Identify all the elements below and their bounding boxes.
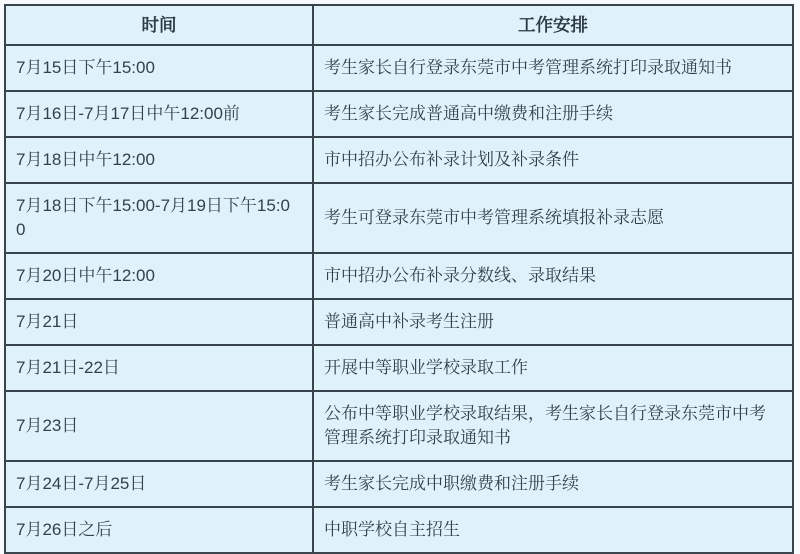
table-row	[5, 507, 793, 553]
table-row	[5, 45, 793, 91]
header-cell-task: 工作安排	[313, 5, 793, 45]
time-cell: 7月21日	[5, 299, 313, 345]
task-cell: 市中招办公布补录计划及补录条件	[313, 137, 793, 183]
table-row	[5, 461, 793, 507]
task-cell: 开展中等职业学校录取工作	[313, 345, 793, 391]
task-cell: 考生家长自行登录东莞市中考管理系统打印录取通知书	[313, 45, 793, 91]
table-row	[5, 299, 793, 345]
time-cell: 7月21日-22日	[5, 345, 313, 391]
table-row	[5, 253, 793, 299]
time-cell: 7月18日下午15:00-7月19日下午15:00	[5, 183, 313, 253]
table-row	[5, 137, 793, 183]
task-cell: 中职学校自主招生	[313, 507, 793, 553]
task-cell: 市中招办公布补录分数线、录取结果	[313, 253, 793, 299]
time-cell: 7月24日-7月25日	[5, 461, 313, 507]
header-cell-time: 时间	[5, 5, 313, 45]
time-cell: 7月15日下午15:00	[5, 45, 313, 91]
time-cell: 7月23日	[5, 391, 313, 461]
page	[0, 4, 800, 544]
table-row	[5, 183, 793, 253]
task-cell: 普通高中补录考生注册	[313, 299, 793, 345]
time-cell: 7月26日之后	[5, 507, 313, 553]
task-cell: 考生家长完成普通高中缴费和注册手续	[313, 91, 793, 137]
task-cell: 考生家长完成中职缴费和注册手续	[313, 461, 793, 507]
time-cell: 7月16日-7月17日中午12:00前	[5, 91, 313, 137]
table-row	[5, 345, 793, 391]
task-cell: 考生可登录东莞市中考管理系统填报补录志愿	[313, 183, 793, 253]
time-cell: 7月20日中午12:00	[5, 253, 313, 299]
time-cell: 7月18日中午12:00	[5, 137, 313, 183]
header-row	[5, 5, 793, 45]
schedule-table	[4, 4, 794, 554]
table-row	[5, 91, 793, 137]
task-cell: 公布中等职业学校录取结果，考生家长自行登录东莞市中考管理系统打印录取通知书	[313, 391, 793, 461]
table-row	[5, 391, 793, 461]
